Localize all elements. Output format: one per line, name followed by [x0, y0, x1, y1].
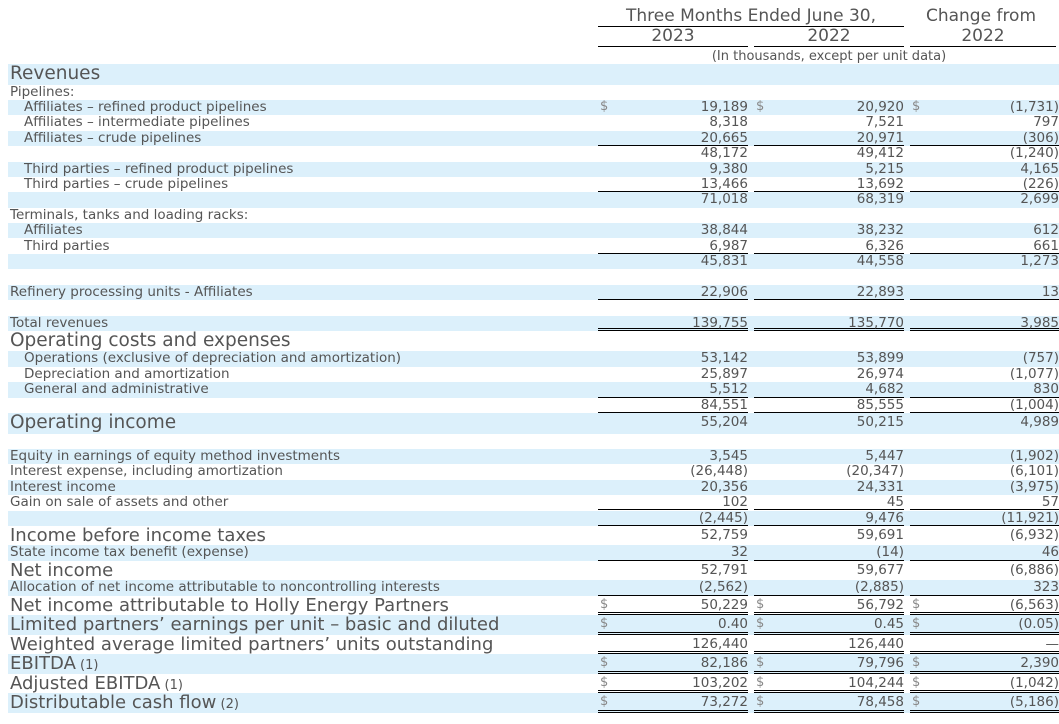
row-label: Affiliates – refined product pipelines: [24, 98, 267, 115]
row-label: Depreciation and amortization: [24, 365, 230, 382]
value-change: (1,004): [910, 398, 1059, 413]
value-2022: 7,521: [865, 114, 904, 131]
value-2023: 38,844: [700, 222, 748, 239]
dollar-sign: $: [600, 596, 609, 612]
value-2023: 20,356: [700, 478, 748, 495]
value-2022: 6,326: [754, 239, 904, 254]
value-2023: 22,906: [598, 285, 748, 300]
value-2022: 13,692: [754, 177, 904, 192]
value-2022: (2,885): [754, 580, 904, 595]
change-header: Change from: [925, 6, 1037, 26]
row-label: Third parties: [24, 237, 110, 254]
value-change: (1,042) $: [910, 674, 1059, 694]
table-row: [8, 693, 1059, 713]
row-label: Pipelines:: [10, 83, 75, 100]
table-row: [8, 100, 1059, 115]
row-label: Interest expense, including amortization: [10, 463, 283, 480]
value-change: 323: [910, 580, 1059, 595]
table-row: [8, 351, 1059, 366]
table-row: [8, 208, 1059, 223]
year-2022-header: 2022: [754, 26, 904, 47]
dollar-sign: $: [756, 616, 765, 632]
value-2022: 78,458 $: [754, 693, 904, 713]
dollar-sign: $: [756, 98, 765, 114]
table-row: [8, 254, 1059, 269]
table-row: [8, 449, 1059, 464]
value-change: 612: [1033, 222, 1059, 239]
value-change: 2,699: [1020, 191, 1059, 208]
table-row: [8, 545, 1059, 560]
value-2022: 22,893: [754, 285, 904, 300]
row-label: Weighted average limited partners’ units outstanding: [10, 633, 494, 655]
dollar-sign: $: [912, 694, 921, 710]
units-note: (In thousands, except per unit data): [711, 49, 947, 64]
value-change: 57: [910, 495, 1059, 510]
row-label: Affiliates – intermediate pipelines: [24, 114, 250, 131]
row-label: Adjusted EBITDA (1): [10, 672, 183, 694]
value-2023: 53,142: [700, 350, 748, 367]
value-2023: (2,562): [598, 580, 748, 595]
value-2022: 68,319: [856, 191, 904, 208]
table-row: [8, 434, 1059, 449]
value-2022: 5,447: [865, 447, 904, 464]
value-2022: 104,244 $: [754, 674, 904, 694]
value-2022: 45: [754, 495, 904, 510]
value-2023: 0.40 $: [598, 615, 748, 635]
table-row: [8, 85, 1059, 100]
row-label: Revenues: [10, 63, 101, 84]
table-row: [8, 285, 1059, 300]
table-row: [8, 398, 1059, 413]
value-change: 3,985: [910, 316, 1059, 331]
row-label: State income tax benefit (expense): [10, 544, 249, 561]
table-row: [8, 162, 1059, 177]
row-label: EBITDA (1): [10, 653, 99, 675]
value-change: (757): [1022, 350, 1059, 367]
value-2023: 20,665: [598, 131, 748, 146]
value-2023: 5,512: [598, 382, 748, 397]
value-2022: 126,440: [754, 635, 904, 655]
table-row: [8, 615, 1059, 635]
table-row: [8, 177, 1059, 192]
dollar-sign: $: [756, 674, 765, 690]
dollar-sign: $: [912, 596, 921, 612]
row-label: Equity in earnings of equity method investments: [10, 447, 340, 464]
value-2022: 59,691: [856, 526, 904, 543]
table-row: [8, 367, 1059, 382]
table-row: [8, 382, 1059, 397]
row-label: Allocation of net income attributable to noncontrolling interests: [10, 579, 440, 596]
value-2022: 56,792 $: [754, 596, 904, 616]
dollar-sign: $: [756, 694, 765, 710]
value-change: 4,165: [1020, 160, 1059, 177]
table-row: [8, 269, 1059, 284]
value-2022: 0.45 $: [754, 615, 904, 635]
value-2023: 55,204: [700, 414, 748, 430]
value-2022: 26,974: [856, 365, 904, 382]
value-change: 46: [910, 545, 1059, 560]
value-change: 797: [1033, 114, 1059, 131]
value-change: 830: [910, 382, 1059, 397]
value-2022: 24,331: [856, 478, 904, 495]
dollar-sign: $: [600, 616, 609, 632]
value-2022: 79,796 $: [754, 654, 904, 674]
value-2022: 20,971: [754, 131, 904, 146]
value-2023: (26,448): [690, 463, 748, 480]
footnote-ref: (1): [75, 658, 99, 674]
table-row: [8, 511, 1059, 526]
value-2023: 139,755: [598, 316, 748, 331]
row-label: Affiliates – crude pipelines: [24, 129, 202, 146]
value-change: (6,563) $: [910, 596, 1059, 616]
row-label: Limited partners’ earnings per unit – basic and diluted: [10, 614, 500, 636]
value-change: (1,731) $: [912, 98, 1059, 115]
row-label: Operations (exclusive of depreciation and amortization): [24, 350, 402, 367]
value-2023: 6,987: [598, 239, 748, 254]
value-2022: (20,347): [846, 463, 904, 480]
dollar-sign: $: [600, 694, 609, 710]
table-row: [8, 131, 1059, 146]
value-2022: 5,215: [865, 160, 904, 177]
value-change: —: [910, 635, 1059, 655]
value-2022: 44,558: [856, 252, 904, 269]
footnote-ref: (1): [160, 677, 183, 693]
table-row: [8, 635, 1059, 655]
value-change: (11,921): [910, 511, 1059, 526]
dollar-sign: $: [912, 98, 921, 114]
table-row: [8, 413, 1059, 434]
table-row: [8, 331, 1059, 352]
value-2023: 102: [598, 495, 748, 510]
value-2023: 9,380: [709, 160, 748, 177]
value-2022: 49,412: [856, 145, 904, 162]
value-2023: 25,897: [700, 365, 748, 382]
value-2022: 9,476: [754, 511, 904, 526]
row-label: Operating costs and expenses: [10, 329, 291, 351]
value-2023: 52,759: [700, 526, 748, 543]
table-row: [8, 316, 1059, 331]
value-change: (6,101): [1009, 463, 1059, 480]
footnote-ref: (2): [216, 697, 239, 713]
value-2023: 52,791: [700, 561, 748, 578]
dollar-sign: $: [756, 655, 765, 671]
value-change: (6,932): [1009, 526, 1059, 543]
value-2023: (2,445): [598, 511, 748, 526]
table-row: [8, 146, 1059, 161]
year-2023-header: 2023: [598, 26, 748, 47]
dollar-sign: $: [600, 98, 609, 114]
row-label: Affiliates: [24, 222, 83, 239]
value-change: 2,390 $: [910, 654, 1059, 674]
row-label: General and administrative: [24, 381, 209, 398]
value-change: (1,902): [1009, 447, 1059, 464]
value-change: (226): [910, 177, 1059, 192]
row-label: Total revenues: [10, 314, 109, 331]
value-change: (0.05) $: [910, 615, 1059, 635]
table-row: [8, 223, 1059, 238]
value-change: 661: [910, 239, 1059, 254]
table-row: [8, 239, 1059, 254]
table-row: [8, 464, 1059, 479]
value-2023: 13,466: [598, 177, 748, 192]
table-row: [8, 561, 1059, 581]
dollar-sign: $: [600, 674, 609, 690]
value-change: (306): [910, 131, 1059, 146]
row-label: Income before income taxes: [10, 524, 266, 546]
value-change: 13: [910, 285, 1059, 300]
value-2023: 19,189 $: [600, 98, 748, 115]
value-2023: 50,229 $: [598, 596, 748, 616]
row-label: Terminals, tanks and loading racks:: [10, 206, 249, 223]
table-row: [8, 480, 1059, 495]
value-2022: 85,555: [754, 398, 904, 413]
value-change: 1,273: [1020, 252, 1059, 269]
value-change: (6,886): [1009, 561, 1059, 578]
dollar-sign: $: [912, 674, 921, 690]
value-2023: 48,172: [700, 145, 748, 162]
value-2023: 32: [598, 545, 748, 560]
value-2023: 71,018: [700, 191, 748, 208]
value-2023: 73,272 $: [598, 693, 748, 713]
table-row: [8, 192, 1059, 207]
value-2023: 126,440: [598, 635, 748, 655]
value-change: 4,989: [1020, 414, 1059, 430]
value-2023: 8,318: [709, 114, 748, 131]
value-2022: 38,232: [856, 222, 904, 239]
value-2022: 50,215: [856, 414, 904, 430]
value-2022: 20,920 $: [756, 98, 904, 115]
value-2023: 103,202 $: [598, 674, 748, 694]
dollar-sign: $: [600, 655, 609, 671]
dollar-sign: $: [912, 616, 921, 632]
value-2023: 3,545: [709, 447, 748, 464]
value-2023: 84,551: [598, 398, 748, 413]
dollar-sign: $: [756, 596, 765, 612]
value-change: (1,240): [1009, 145, 1059, 162]
value-2022: 59,677: [856, 561, 904, 578]
table-row: [8, 526, 1059, 546]
dollar-sign: $: [912, 655, 921, 671]
value-change: (1,077): [1009, 365, 1059, 382]
value-change: (5,186) $: [910, 693, 1059, 713]
row-label: Third parties – refined product pipelines: [24, 160, 294, 177]
table-row: [8, 300, 1059, 315]
table-row: [8, 580, 1059, 595]
row-label: Operating income: [10, 412, 177, 433]
value-2023: 45,831: [700, 252, 748, 269]
value-2022: 4,682: [754, 382, 904, 397]
row-label: Net income attributable to Holly Energy Partners: [10, 594, 449, 616]
row-label: Net income: [10, 559, 114, 581]
row-label: Gain on sale of assets and other: [10, 494, 229, 511]
row-label: Third parties – crude pipelines: [24, 175, 229, 192]
row-label: Interest income: [10, 478, 116, 495]
value-change: (3,975): [1009, 478, 1059, 495]
row-label: Refinery processing units - Affiliates: [10, 283, 253, 300]
row-label: Distributable cash flow (2): [10, 692, 239, 714]
value-2022: 135,770: [754, 316, 904, 331]
change-year-header: 2022: [910, 26, 1056, 47]
table-row: [8, 596, 1059, 616]
table-row: [8, 64, 1059, 85]
value-2022: 53,899: [856, 350, 904, 367]
table-row: [8, 495, 1059, 510]
value-2022: (14): [754, 545, 904, 560]
table-row: [8, 115, 1059, 130]
period-header: Three Months Ended June 30,: [598, 6, 904, 27]
table-row: [8, 654, 1059, 674]
table-row: [8, 674, 1059, 694]
value-2023: 82,186 $: [598, 654, 748, 674]
